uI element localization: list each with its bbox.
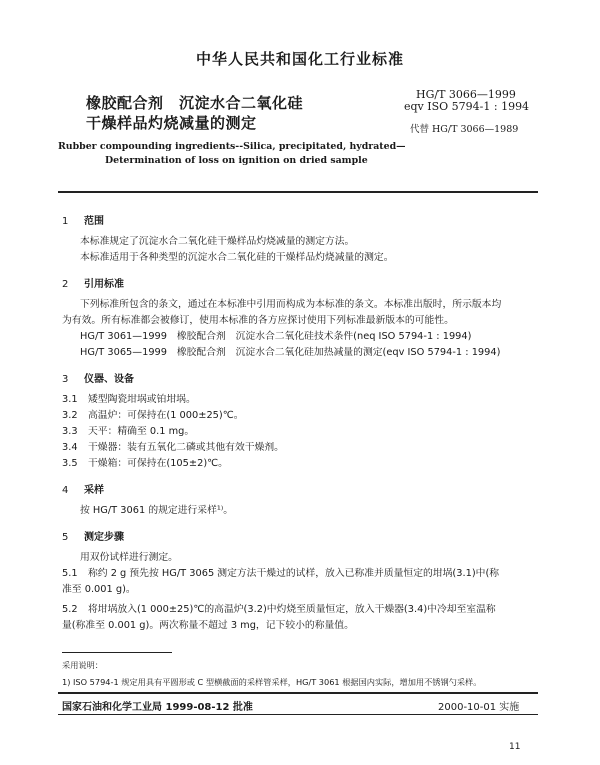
section-title: 仪器、设备 [84, 374, 134, 385]
item-number: 3.2 [62, 410, 78, 421]
item-text: 天平：精确至 0.1 mg。 [88, 426, 195, 437]
list-item [62, 393, 196, 406]
title-line-2: 干燥样品灼烧减量的测定 [86, 114, 257, 132]
item-number: 3.1 [62, 394, 78, 405]
footer-bottom-line [58, 714, 538, 715]
list-item [62, 603, 496, 616]
list-item [62, 409, 244, 422]
item-number: 3.5 [62, 458, 78, 469]
list-item [62, 425, 194, 438]
english-title-line-1: Rubber compounding ingredients--Silica, precipitated, hydrated— [58, 141, 406, 152]
paragraph: 按 HG/T 3061 的规定进行采样¹⁾。 [80, 505, 234, 516]
referenced-standard: HG/T 3065—1999 橡胶配合剂 沉淀水合二氧化硅加热减量的测定(eqv ISO 5794-1 : 1994) [80, 347, 501, 358]
section-title: 引用标准 [84, 279, 124, 290]
paragraph: 为有效。所有标准都会被修订，使用本标准的各方应探讨使用下列标准最新版本的可能性。 [62, 315, 454, 326]
equivalent-standard: eqv ISO 5794-1 : 1994 [404, 100, 530, 113]
list-item [62, 457, 228, 470]
section-number: 2 [62, 279, 69, 290]
section-number: 3 [62, 374, 69, 385]
header-divider [58, 191, 538, 193]
item-continuation: 量(称准至 0.001 g)。两次称量不超过 3 mg，记下较小的称量值。 [62, 620, 354, 631]
item-number: 5.1 [62, 568, 78, 579]
section-title: 采样 [84, 485, 104, 496]
standard-code: HG/T 3066—1999 [416, 88, 516, 101]
title-line-1: 橡胶配合剂 沉淀水合二氧化硅 [86, 94, 304, 112]
item-text: 干燥器：装有五氧化二磷或其他有效干燥剂。 [88, 442, 284, 453]
footnote-label: 采用说明： [62, 660, 103, 670]
implementation-date: 2000-10-01 实施 [438, 702, 520, 713]
approval-date: 国家石油和化学工业局 1999-08-12 批准 [62, 702, 253, 713]
footnote-text: 1) ISO 5794-1 规定用具有平圆形或 C 型横截面的采样管采样，HG/T 3061 根据国内实际，增加用不锈钢勺采样。 [62, 677, 482, 687]
section-title: 范围 [84, 216, 104, 227]
section-5-heading [62, 528, 124, 543]
section-3-heading [62, 370, 134, 385]
section-1-heading [62, 212, 104, 227]
list-item [62, 567, 499, 580]
section-number: 1 [62, 216, 69, 227]
section-title: 测定步骤 [84, 532, 124, 543]
paragraph: 下列标准所包含的条文，通过在本标准中引用而构成为本标准的条文。本标准出版时，所示版本均 [80, 299, 502, 310]
item-number: 5.2 [62, 604, 78, 615]
referenced-standard: HG/T 3061—1999 橡胶配合剂 沉淀水合二氧化硅技术条件(neq ISO 5794-1 : 1994) [80, 331, 472, 342]
section-2-heading [62, 275, 124, 290]
paragraph: 本标准适用于各种类型的沉淀水合二氧化硅的干燥样品灼烧减量的测定。 [80, 252, 394, 263]
section-number: 5 [62, 532, 69, 543]
item-number: 3.4 [62, 442, 78, 453]
item-text: 干燥箱：可保持在(105±2)℃。 [88, 458, 228, 469]
paragraph: 用双份试样进行测定。 [80, 552, 178, 563]
standard-category-header: 中华人民共和国化工行业标准 [195, 50, 404, 68]
list-item [62, 441, 284, 454]
replaces-standard: 代替 HG/T 3066—1989 [410, 124, 519, 135]
item-number: 3.3 [62, 426, 78, 437]
item-continuation: 准至 0.001 g)。 [62, 584, 136, 595]
item-text: 高温炉：可保持在(1 000±25)℃。 [88, 410, 244, 421]
page-number: 11 [509, 742, 521, 752]
footer-divider [58, 692, 538, 694]
item-text: 将坩埚放入(1 000±25)℃的高温炉(3.2)中灼烧至质量恒定，放入干燥器(3.4)中冷却至室温称 [88, 604, 496, 615]
footnote-divider [62, 652, 172, 653]
paragraph: 本标准规定了沉淀水合二氧化硅干燥样品灼烧减量的测定方法。 [80, 236, 355, 247]
english-title-line-2: Determination of loss on ignition on dried sample [105, 155, 368, 166]
item-text: 矮型陶瓷坩埚或铂坩埚。 [88, 394, 196, 405]
item-text: 称约 2 g 预先按 HG/T 3065 测定方法干燥过的试样，放入已称准并质量恒定的坩埚(3.1)中(称 [88, 568, 500, 579]
section-number: 4 [62, 485, 69, 496]
section-4-heading [62, 481, 104, 496]
